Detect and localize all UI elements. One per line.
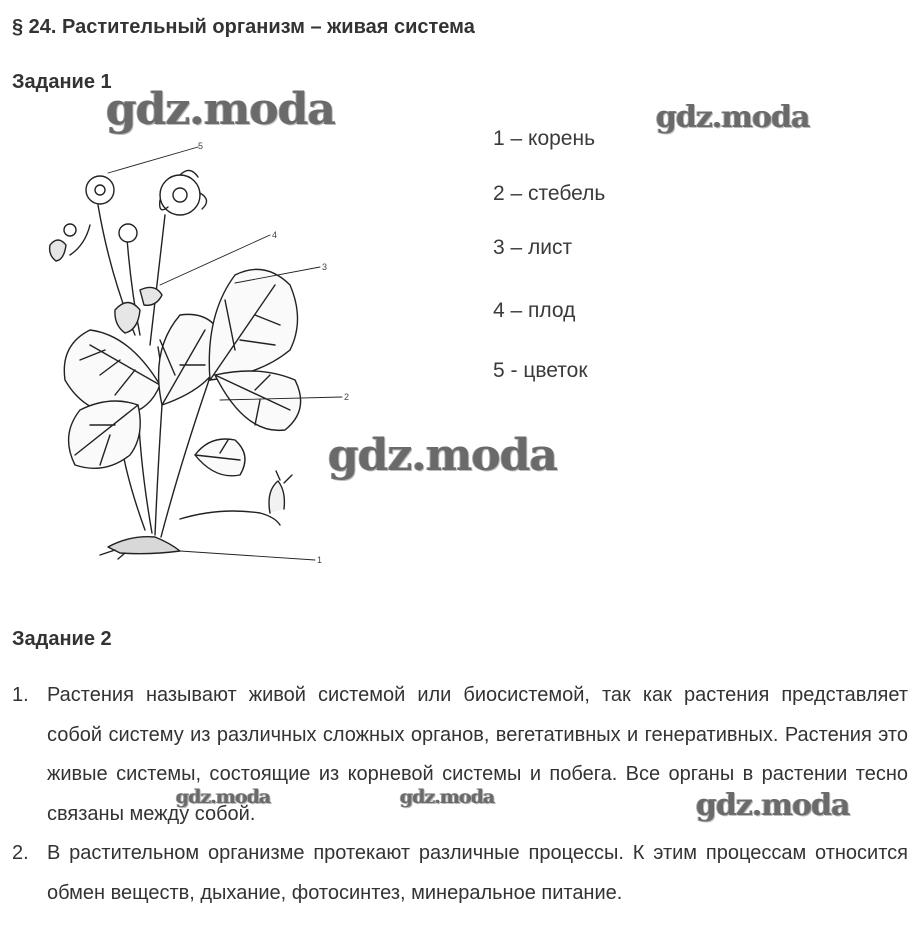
watermark: gdz.moda [176, 786, 271, 808]
figure-number-2: 2 [344, 392, 350, 402]
task-1-heading: Задание 1 [12, 71, 112, 93]
list-item-number: 1. [12, 684, 29, 706]
watermark: gdz.moda [656, 100, 810, 135]
watermark: gdz.moda [106, 84, 336, 135]
figure-number-5: 5 [198, 141, 204, 151]
list-item-text: Растения называют живой системой или биосистемой, так как растения представляет собой систему из различных сложных органов, вегетативных и генеративных. Растения это живые системы, состоящие из корневой системы и побега. Все органы в растении тесно связаны между собой. [47, 684, 908, 825]
task-2-heading: Задание 2 [12, 628, 112, 650]
strawberry-plant-drawing [30, 135, 360, 570]
figure-number-1: 1 [317, 555, 323, 565]
label-fruit: 4 – плод [493, 299, 576, 322]
watermark: gdz.moda [696, 788, 850, 823]
list-item-number: 2. [12, 842, 29, 864]
label-leaf: 3 – лист [493, 236, 573, 259]
watermark: gdz.moda [328, 430, 558, 481]
label-flower: 5 - цветок [493, 359, 588, 382]
watermark: gdz.moda [400, 786, 495, 808]
figure-number-4: 4 [272, 230, 278, 240]
page-title: § 24. Растительный организм – живая система [12, 16, 475, 38]
figure-number-3: 3 [322, 262, 328, 272]
list-item [12, 834, 908, 913]
label-stem: 2 – стебель [493, 182, 606, 205]
list-item-text: В растительном организме протекают различные процессы. К этим процессам относится обмен веществ, дыхание, фотосинтез, минеральное питание. [47, 842, 908, 904]
label-root: 1 – корень [493, 127, 596, 150]
